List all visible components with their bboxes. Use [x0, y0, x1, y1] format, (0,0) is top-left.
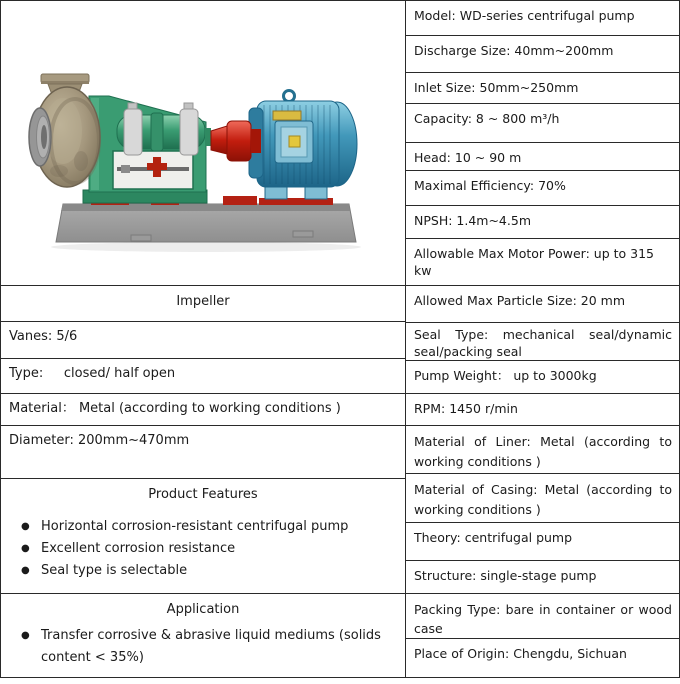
list-item [21, 625, 397, 669]
impeller-type-text: Type: closed/ half open [9, 366, 176, 381]
place-origin-cell [406, 639, 679, 677]
right-column [406, 1, 679, 677]
place-origin-text: Place of Origin: Chengdu, Sichuan [414, 646, 627, 661]
capacity-cell [406, 104, 679, 143]
capacity-text: Capacity: 8 ~ 800 m³/h [414, 111, 560, 126]
impeller-type-cell [1, 359, 405, 394]
model-cell [406, 1, 679, 36]
feature-text: Excellent corrosion resistance [41, 541, 236, 556]
pump-weight-cell [406, 361, 679, 394]
npsh-text: NPSH: 1.4m~4.5m [414, 213, 531, 228]
application-header: Application [166, 602, 240, 617]
pump-weight-text: Pump Weight： up to 3000kg [414, 368, 597, 383]
suction-flange [29, 108, 51, 166]
material-liner-text: Material of Liner: Metal (according to working conditions ) [414, 434, 672, 469]
material-casing-text: Material of Casing: Metal (according to working conditions ) [414, 482, 672, 517]
nameplate [273, 111, 301, 120]
max-motor-power-text: Allowable Max Motor Power: up to 315 kw [414, 246, 658, 278]
vanes-text: Vanes: 5/6 [9, 329, 78, 344]
packing-type-text: Packing Type: bare in container or wood case [414, 602, 672, 636]
rpm-text: RPM: 1450 r/min [414, 401, 518, 416]
application-cell [1, 594, 405, 677]
bullet-icon: ● [21, 543, 30, 554]
shadow [51, 242, 361, 252]
pump-photo [1, 1, 405, 286]
feature-text: Seal type is selectable [41, 563, 188, 578]
product-features-header: Product Features [148, 487, 258, 502]
junction-box [275, 121, 313, 163]
rpm-cell [406, 394, 679, 426]
motor [249, 91, 357, 206]
max-particle-size-cell [406, 286, 679, 323]
max-efficiency-cell [406, 171, 679, 206]
seal-type-cell [406, 323, 679, 361]
max-efficiency-text: Maximal Efficiency: 70% [414, 178, 566, 193]
max-motor-power-cell [406, 239, 679, 286]
bullet-icon: ● [21, 630, 30, 641]
list-item [21, 538, 397, 560]
impeller-header-cell [1, 286, 405, 322]
impeller-diameter-cell [1, 426, 405, 479]
impeller-header: Impeller [176, 294, 230, 309]
pump-photo-cell [1, 1, 405, 286]
seal-type-text: Seal Type: mechanical seal/dynamic seal/packing seal [414, 327, 672, 359]
bullet-icon: ● [21, 565, 30, 576]
theory-cell [406, 523, 679, 561]
list-item [21, 560, 397, 582]
inlet-size-cell [406, 73, 679, 104]
product-features-cell [1, 479, 405, 594]
product-features-list [9, 516, 397, 582]
warning-label-icon [289, 136, 300, 147]
packing-type-cell [406, 594, 679, 639]
pump-casing [29, 74, 100, 187]
impeller-material-text: Material： Metal (according to working conditions ) [9, 401, 341, 416]
discharge-size-cell [406, 36, 679, 73]
discharge-size-text: Discharge Size: 40mm~200mm [414, 43, 614, 58]
structure-cell [406, 561, 679, 594]
structure-text: Structure: single-stage pump [414, 568, 597, 583]
vanes-cell [1, 322, 405, 359]
list-item [21, 516, 397, 538]
feature-text: Horizontal corrosion-resistant centrifugal pump [41, 519, 349, 534]
model-text: Model: WD-series centrifugal pump [414, 8, 635, 23]
impeller-diameter-text: Diameter: 200mm~470mm [9, 433, 190, 448]
head-text: Head: 10 ~ 90 m [414, 150, 522, 165]
eyebolt-icon [284, 91, 295, 102]
material-liner-cell [406, 426, 679, 474]
head-cell [406, 143, 679, 171]
inlet-size-text: Inlet Size: 50mm~250mm [414, 80, 579, 95]
impeller-material-cell [1, 394, 405, 426]
max-particle-size-text: Allowed Max Particle Size: 20 mm [414, 293, 626, 308]
material-casing-cell [406, 474, 679, 523]
bullet-icon: ● [21, 521, 30, 532]
npsh-cell [406, 206, 679, 239]
theory-text: Theory: centrifugal pump [414, 530, 573, 545]
application-list [9, 625, 397, 669]
left-column [1, 1, 406, 677]
application-text: Transfer corrosive & abrasive liquid mediums (solids content < 35%) [41, 628, 386, 665]
